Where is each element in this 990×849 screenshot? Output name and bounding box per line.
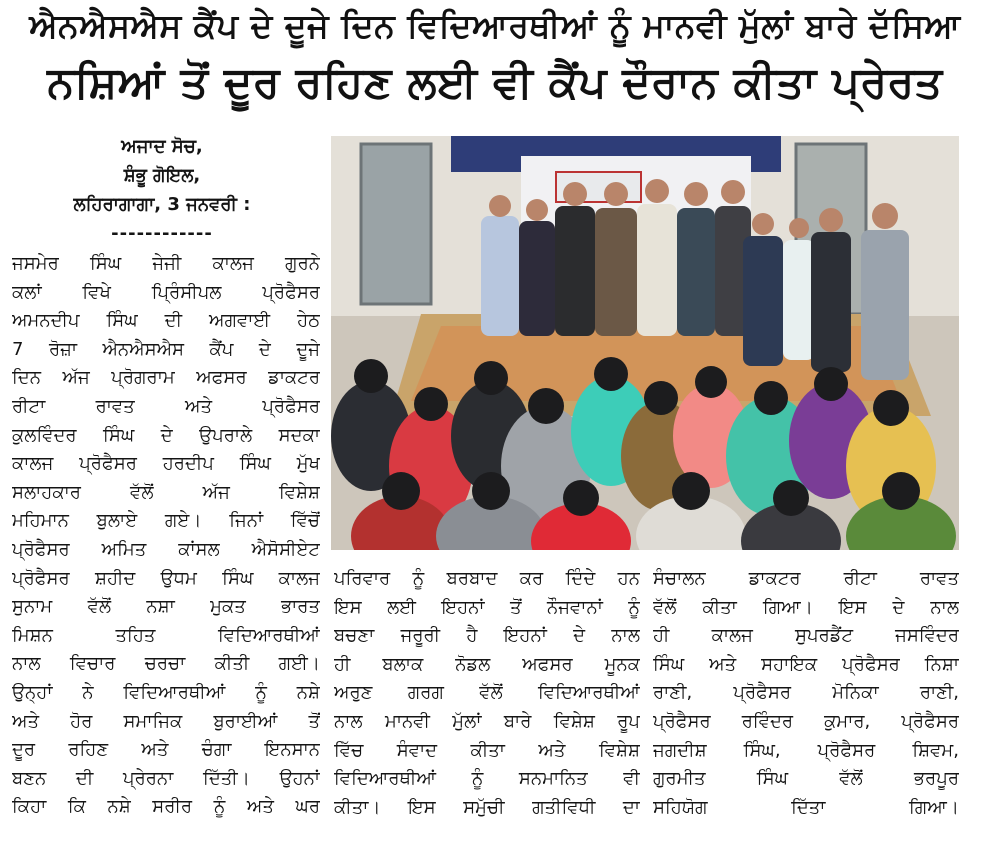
article-line: ਪ੍ਰੋਫੈਸਰ ਅਮਿਤ ਕਾਂਸਲ ਐਸੋਸੀਏਟ bbox=[12, 538, 320, 560]
article-line: ਗੁਰਮੀਤ ਸਿੰਘ ਵੱਲੋਂ ਭਰਪੂਰ bbox=[653, 768, 959, 790]
article-column-2 bbox=[334, 565, 640, 822]
place-date: ਲਹਿਰਾਗਾਗਾ, 3 ਜਨਵਰੀ : bbox=[73, 194, 251, 215]
article-line: ਵੱਲੋਂ ਕੀਤਾ ਗਿਆ। ਇਸ ਦੇ ਨਾਲ bbox=[653, 596, 959, 618]
article-line: ਕੁਲਵਿੰਦਰ ਸਿੰਘ ਦੇ ਉਪਰਾਲੇ ਸਦਕਾ bbox=[12, 424, 320, 446]
article-line: ਕਿਹਾ ਕਿ ਨਸ਼ੇ ਸਰੀਰ ਨੂੰ ਅਤੇ ਘਰ bbox=[12, 796, 320, 818]
article-line: ਸੁਨਾਮ ਵੱਲੋਂ ਨਸ਼ਾ ਮੁਕਤ ਭਾਰਤ bbox=[12, 596, 320, 618]
article-line: ਨਾਲ ਮਾਨਵੀ ਮੁੱਲਾਂ ਬਾਰੇ ਵਿਸ਼ੇਸ਼ ਰੂਪ bbox=[334, 710, 640, 732]
article-line: ਪਰਿਵਾਰ ਨੂੰ ਬਰਬਾਦ ਕਰ ਦਿੰਦੇ ਹਨ bbox=[334, 568, 640, 589]
reporter-name: ਸ਼ੰਭੂ ਗੋਇਲ, bbox=[123, 165, 201, 186]
article-line: ਕੀਤਾ। ਇਸ ਸਮੁੱਚੀ ਗਤੀਵਿਧੀ ਦਾ bbox=[334, 796, 640, 818]
article-line: ਇਸ ਲਈ ਇਹਨਾਂ ਤੋਂ ਨੌਜਵਾਨਾਂ ਨੂੰ bbox=[334, 596, 640, 618]
article-line: ਨਾਲ ਵਿਚਾਰ ਚਰਚਾ ਕੀਤੀ ਗਈ। bbox=[12, 653, 320, 675]
article-line: ਦੂਰ ਰਹਿਣ ਅਤੇ ਚੰਗਾ ਇਨਸਾਨ bbox=[12, 739, 320, 761]
article-line: ਵਿਦਿਆਰਥੀਆਂ ਨੂੰ ਸਨਮਾਨਿਤ ਵੀ bbox=[334, 768, 640, 790]
article-line: ਮਿਸ਼ਨ ਤਹਿਤ ਵਿਦਿਆਰਥੀਆਂ bbox=[12, 624, 320, 646]
article-line: ਪ੍ਰੋਫੈਸਰ ਸ਼ਹੀਦ ਉਧਮ ਸਿੰਘ ਕਾਲਜ bbox=[12, 567, 320, 589]
article-line: ਅਤੇ ਹੋਰ ਸਮਾਜਿਕ ਬੁਰਾਈਆਂ ਤੋਂ bbox=[12, 710, 320, 732]
article-line: ਜਸਮੇਰ ਸਿੰਘ ਜੇਜੀ ਕਾਲਜ ਗੁਰਨੇ bbox=[12, 253, 320, 274]
article-line: ਉਨ੍ਹਾਂ ਨੇ ਵਿਦਿਆਰਥੀਆਂ ਨੂੰ ਨਸ਼ੇ bbox=[12, 681, 320, 703]
article-line: ਹੀ ਕਾਲਜ ਸੁਪਰਡੈਂਟ ਜਸਵਿੰਦਰ bbox=[653, 625, 959, 647]
news-photo-illustration bbox=[331, 136, 959, 550]
article-line: ਵਿੱਚ ਸੰਵਾਦ ਕੀਤਾ ਅਤੇ ਵਿਸ਼ੇਸ਼ bbox=[334, 739, 640, 761]
article-line: ਹੀ ਬਲਾਕ ਨੋਡਲ ਅਫਸਰ ਮੂਨਕ bbox=[334, 653, 640, 675]
article-line: ਰਾਣੀ, ਪ੍ਰੋਫੈਸਰ ਮੋਨਿਕਾ ਰਾਣੀ, bbox=[653, 682, 959, 704]
article-line: 7 ਰੋਜ਼ਾ ਐਨਐਸਐਸ ਕੈਂਪ ਦੇ ਦੂਜੇ bbox=[12, 338, 320, 360]
article-column-3 bbox=[653, 565, 959, 822]
newspaper-name: ਅਜਾਦ ਸੋਚ, bbox=[121, 136, 203, 157]
article-line: ਅਰੁਣ ਗਰਗ ਵੱਲੋਂ ਵਿਦਿਆਰਥੀਆਂ bbox=[334, 682, 640, 704]
article-line: ਸਹਿਯੋਗ ਦਿੱਤਾ ਗਿਆ। bbox=[653, 796, 959, 818]
article-line: ਸਲਾਹਕਾਰ ਵੱਲੋਂ ਅੱਜ ਵਿਸ਼ੇਸ਼ bbox=[12, 481, 320, 503]
headline-primary: ਐਨਐਸਐਸ ਕੈਂਪ ਦੇ ਦੂਜੇ ਦਿਨ ਵਿਦਿਆਰਥੀਆਂ ਨੂੰ ਮਾਨਵੀ ਮੁੱਲਾਂ ਬਾਰੇ ਦੱਸਿਆ bbox=[29, 6, 961, 45]
news-photo bbox=[331, 136, 959, 550]
article-line: ਸਿੰਘ ਅਤੇ ਸਹਾਇਕ ਪ੍ਰੋਫੈਸਰ ਨਿਸ਼ਾ bbox=[653, 653, 959, 675]
headline-secondary: ਨਸ਼ਿਆਂ ਤੋਂ ਦੂਰ ਰਹਿਣ ਲਈ ਵੀ ਕੈਂਪ ਦੌਰਾਨ ਕੀਤਾ ਪ੍ਰੇਰਤ bbox=[47, 58, 943, 108]
article-line: ਸੰਚਾਲਨ ਡਾਕਟਰ ਰੀਟਾ ਰਾਵਤ bbox=[653, 568, 959, 589]
article-line: ਰੀਟਾ ਰਾਵਤ ਅਤੇ ਪ੍ਰੋਫੈਸਰ bbox=[12, 395, 320, 417]
article-line: ਜਗਦੀਸ਼ ਸਿੰਘ, ਪ੍ਰੋਫੈਸਰ ਸ਼ਿਵਮ, bbox=[653, 739, 959, 761]
article-line: ਦਿਨ ਅੱਜ ਪ੍ਰੋਗਰਾਮ ਅਫਸਰ ਡਾਕਟਰ bbox=[12, 367, 320, 389]
article-line: ਪ੍ਰੋਫੈਸਰ ਰਵਿੰਦਰ ਕੁਮਾਰ, ਪ੍ਰੋਫੈਸਰ bbox=[653, 710, 959, 732]
article-line: ਅਮਨਦੀਪ ਸਿੰਘ ਦੀ ਅਗਵਾਈ ਹੇਠ bbox=[12, 310, 320, 332]
dateline bbox=[12, 132, 312, 248]
article-line: ਬਣਨ ਦੀ ਪ੍ਰੇਰਨਾ ਦਿੱਤੀ। ਉਹਨਾਂ bbox=[12, 767, 320, 789]
article-line: ਬਚਣਾ ਜਰੂਰੀ ਹੈ ਇਹਨਾਂ ਦੇ ਨਾਲ bbox=[334, 625, 640, 647]
article-column-1 bbox=[12, 250, 320, 822]
article-line: ਕਾਲਜ ਪ੍ਰੋਫੈਸਰ ਹਰਦੀਪ ਸਿੰਘ ਮੁੱਖ bbox=[12, 453, 320, 475]
dateline-rule: ------------ bbox=[111, 223, 213, 244]
article-line: ਕਲਾਂ ਵਿਖੇ ਪ੍ਰਿੰਸੀਪਲ ਪ੍ਰੋਫੈਸਰ bbox=[12, 281, 320, 303]
article-line: ਮਹਿਮਾਨ ਬੁਲਾਏ ਗਏ। ਜਿਨਾਂ ਵਿੱਚੋਂ bbox=[12, 510, 320, 532]
